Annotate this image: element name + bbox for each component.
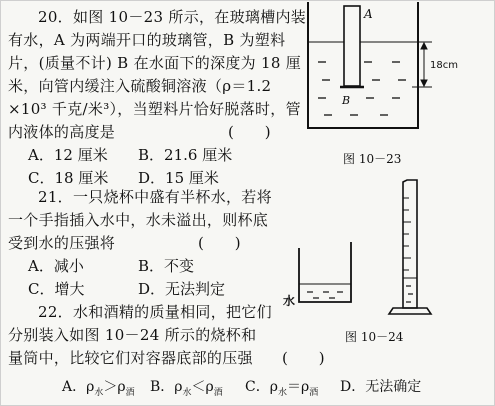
q20-option-b: B．21.6 厘米 <box>138 146 233 164</box>
beaker <box>299 242 351 302</box>
q20-line-1: 20．如图 10－23 所示，在玻璃槽内装 <box>38 8 307 26</box>
depth-label: 18cm <box>430 60 458 71</box>
q22-option-d: D．无法确定 <box>340 379 422 395</box>
q21-line-1: 21．一只烧杯中盛有半杯水，若将 <box>38 188 272 206</box>
label-b: B <box>342 94 351 107</box>
q20-line-4: 米，向管内缓注入硫酸铜溶液（ρ＝1.2 <box>8 77 272 95</box>
q22-option-c: C．$\rho_水=\rho_酒$ <box>245 379 319 398</box>
water-dashes <box>318 62 406 115</box>
q20-line-6: 内液体的高度是 <box>8 123 116 141</box>
q20-line-3: 片，(质量不计) B 在水面下的深度为 18 厘 <box>8 54 302 72</box>
q21-line-2: 一个手指插入水中，水未溢出，则杯底 <box>8 211 269 229</box>
cylinder-liquid-dashes <box>406 286 413 302</box>
q20-option-d: D．15 厘米 <box>138 169 219 187</box>
q21-option-a: A．减小 <box>28 257 84 275</box>
q20-answer-blank: ( ) <box>228 123 271 141</box>
figure-10-23-caption: 图 10－23 <box>343 152 402 166</box>
q22-option-b: B．$\rho_水<\rho_酒$ <box>150 379 223 398</box>
q21-option-b: B．不变 <box>138 257 195 275</box>
figure-10-23 <box>300 0 490 150</box>
graduated-cylinder <box>403 180 417 308</box>
depth-marker <box>412 42 432 87</box>
q21-option-c: C．增大 <box>28 280 85 298</box>
trough-outline <box>308 2 418 128</box>
q22-line-2: 分别装入如图 10－24 所示的烧杯和 <box>8 326 257 344</box>
q21-option-d: D．无法判定 <box>138 280 226 298</box>
glass-tube <box>344 6 360 86</box>
cylinder-graduations <box>403 198 411 270</box>
q20-line-5: ×10³ 千克/米³），当塑料片恰好脱落时，管 <box>8 100 301 118</box>
q22-option-a: A．$\rho_水>\rho_酒$ <box>62 379 135 398</box>
water-label: 水 <box>283 294 296 308</box>
q20-line-2: 有水，A 为两端开口的玻璃管，B 为塑料 <box>8 31 286 49</box>
q20-option-a: A．12 厘米 <box>28 146 108 164</box>
q22-line-1: 22．水和酒精的质量相同，把它们 <box>38 303 272 321</box>
q20-option-c: C．18 厘米 <box>28 169 109 187</box>
figure-10-24 <box>295 178 445 323</box>
q21-line-3: 受到水的压强将 <box>8 234 116 252</box>
cylinder-base <box>389 308 431 314</box>
beaker-water-dashes <box>307 292 343 298</box>
figure-10-24-caption: 图 10－24 <box>345 330 404 344</box>
q22-answer-blank: ( ) <box>282 349 325 367</box>
q22-line-3: 量筒中，比较它们对容器底部的压强 <box>8 349 253 367</box>
q21-answer-blank: ( ) <box>198 234 241 252</box>
label-a: A <box>364 7 373 21</box>
